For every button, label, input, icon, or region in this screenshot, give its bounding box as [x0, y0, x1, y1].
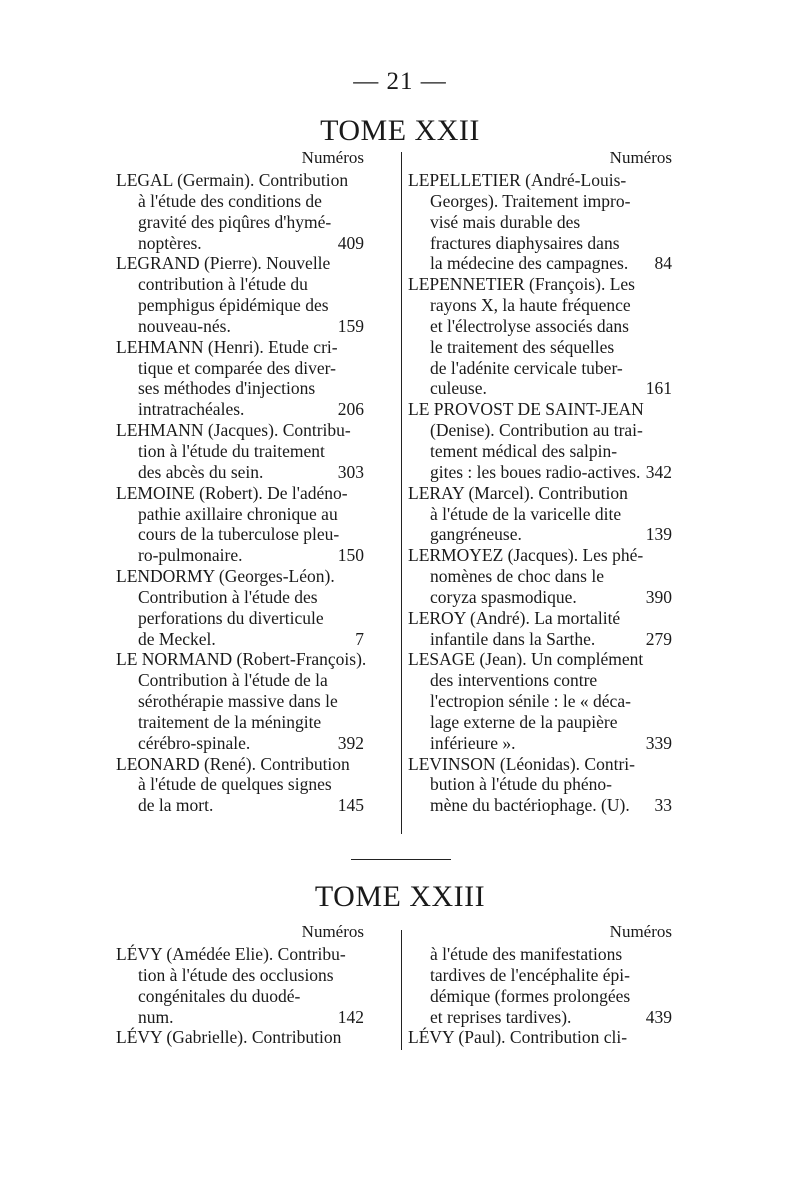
entry-line	[116, 965, 364, 986]
entry-text: LEMOINE (Robert). De l'adéno-	[116, 482, 348, 503]
entry-text: nomènes de choc dans le	[430, 566, 604, 587]
entry-text: (Denise). Contribution au trai-	[430, 420, 643, 441]
entry-text: LE PROVOST DE SAINT-JEAN	[408, 399, 644, 420]
entry-line	[116, 524, 364, 545]
tome-xxiii-title: TOME XXIII	[314, 880, 486, 913]
entry-line	[408, 965, 672, 986]
entry-text: visé mais durable des	[430, 211, 581, 232]
entry-line	[408, 754, 672, 775]
entry-number: 33	[654, 795, 672, 816]
entry-text: LEHMANN (Henri). Etude cri-	[116, 336, 338, 357]
entry-text: pathie axillaire chronique au	[138, 503, 338, 524]
entry-line	[116, 629, 364, 650]
entry-line	[408, 483, 672, 504]
entry-text: gangréneuse.	[430, 524, 522, 545]
page-number: — 21 —	[353, 68, 447, 95]
entry-line	[408, 462, 672, 483]
entry-text: à l'étude de la varicelle dite	[430, 503, 622, 524]
entry-line	[408, 545, 672, 566]
entry-text: pemphigus épidémique des	[138, 295, 329, 316]
entry-line	[116, 795, 364, 816]
entry-number: 279	[645, 628, 672, 649]
entry-text: bution à l'étude du phéno-	[430, 774, 612, 795]
entry-list	[408, 170, 672, 816]
entry-number: 439	[645, 1006, 672, 1027]
entry-line	[116, 358, 364, 379]
index-entry	[408, 170, 672, 274]
entry-text: démique (formes prolongées	[430, 985, 631, 1006]
entry-line	[408, 441, 672, 462]
entry-text: LEHMANN (Jacques). Contribu-	[116, 420, 351, 441]
entry-number: 142	[337, 1006, 364, 1027]
entry-line	[408, 795, 672, 816]
entry-text: fractures diaphysaires dans	[430, 232, 620, 253]
section-separator	[351, 859, 451, 860]
entry-line	[116, 587, 364, 608]
numeros-label: Numéros	[301, 922, 364, 941]
index-entry	[408, 608, 672, 650]
entry-line	[408, 337, 672, 358]
entry-text: ro-pulmonaire.	[138, 545, 243, 566]
index-entry	[408, 399, 672, 482]
index-entry	[408, 483, 672, 546]
entry-line	[116, 670, 364, 691]
entry-text: de l'adénite cervicale tuber-	[430, 357, 623, 378]
entry-line	[408, 170, 672, 191]
entry-text: LEGAL (Germain). Contribution	[116, 170, 349, 190]
tome-xxii-title: TOME XXII	[320, 114, 480, 147]
tome-xxii-right-column	[408, 146, 672, 816]
entry-line	[116, 337, 364, 358]
entry-text: tement médical des salpin-	[430, 440, 618, 461]
entry-line	[408, 316, 672, 337]
entry-text: LEROY (André). La mortalité	[408, 607, 621, 628]
entry-line	[116, 316, 364, 337]
entry-number: 409	[337, 232, 364, 253]
entry-text: contribution à l'étude du	[138, 274, 308, 295]
entry-text: et l'électrolyse associés dans	[430, 315, 629, 336]
tome-xxiii-right-column	[408, 920, 672, 1048]
index-entry	[116, 170, 364, 253]
entry-text: sérothérapie massive dans le	[138, 691, 338, 712]
entry-text: de Meckel.	[138, 628, 216, 649]
entry-line	[116, 274, 364, 295]
entry-list	[116, 170, 367, 816]
entry-number: 342	[645, 461, 672, 482]
entry-line	[408, 504, 672, 525]
column-divider	[401, 152, 402, 834]
index-entry	[408, 944, 672, 1027]
entry-line	[116, 233, 364, 254]
entry-text: traitement de la méningite	[138, 711, 322, 732]
entry-line	[116, 191, 364, 212]
entry-text: congénitales du duodé-	[138, 985, 301, 1006]
entry-line	[116, 566, 364, 587]
entry-number: 392	[337, 732, 364, 753]
entry-number: 84	[654, 253, 672, 274]
entry-text: nouveau-nés.	[138, 315, 231, 336]
entry-number: 206	[337, 399, 364, 420]
entry-text: LENDORMY (Georges-Léon).	[116, 566, 335, 587]
entry-line	[116, 691, 364, 712]
entry-text: LERAY (Marcel). Contribution	[408, 482, 628, 503]
entry-text: inférieure ».	[430, 732, 516, 753]
entry-text: tion à l'étude des occlusions	[138, 964, 334, 985]
entry-line	[408, 629, 672, 650]
index-entry	[116, 944, 364, 1027]
entry-line	[408, 649, 672, 670]
entry-text: LEONARD (René). Contribution	[116, 753, 350, 774]
entry-line	[408, 691, 672, 712]
index-entry	[408, 649, 672, 753]
entry-number: 139	[645, 524, 672, 545]
entry-list	[116, 944, 364, 1048]
entry-text: ses méthodes d'injections	[138, 378, 316, 399]
entry-line	[408, 212, 672, 233]
entry-line	[408, 774, 672, 795]
entry-text: LEGRAND (Pierre). Nouvelle	[116, 253, 331, 274]
entry-text: tique et comparée des diver-	[138, 357, 336, 378]
numeros-label: Numéros	[609, 922, 672, 941]
column-divider	[401, 930, 402, 1050]
entry-line	[116, 378, 364, 399]
entry-text: LÉVY (Gabrielle). Contribution	[116, 1027, 342, 1048]
entry-line	[408, 378, 672, 399]
entry-text: LEPENNETIER (François). Les	[408, 274, 635, 295]
entry-text: infantile dans la Sarthe.	[430, 628, 596, 649]
entry-text: tion à l'étude du traitement	[138, 440, 325, 461]
entry-text: LESAGE (Jean). Un complément	[408, 649, 644, 670]
entry-text: des abcès du sein.	[138, 461, 264, 482]
entry-line	[408, 712, 672, 733]
index-entry	[116, 420, 364, 483]
entry-line	[408, 253, 672, 274]
entry-line	[116, 253, 364, 274]
entry-line	[116, 733, 364, 754]
entry-text: Georges). Traitement impro-	[430, 190, 631, 211]
entry-text: rayons X, la haute fréquence	[430, 295, 631, 316]
entry-line	[116, 754, 364, 775]
entry-text: num.	[138, 1006, 174, 1027]
entry-number: 7	[355, 628, 364, 649]
entry-text: de la mort.	[138, 795, 214, 816]
entry-number: 303	[337, 461, 364, 482]
entry-text: LERMOYEZ (Jacques). Les phé-	[408, 545, 644, 566]
entry-number: 161	[645, 378, 672, 399]
entry-text: gravité des piqûres d'hymé-	[138, 211, 332, 232]
entry-line	[116, 399, 364, 420]
entry-text: et reprises tardives).	[430, 1006, 572, 1027]
entry-text: coryza spasmodique.	[430, 586, 577, 607]
index-entry	[408, 754, 672, 817]
entry-line	[408, 944, 672, 965]
entry-number: 159	[337, 315, 364, 336]
entry-line	[116, 1027, 364, 1048]
entry-text: cours de la tuberculose pleu-	[138, 524, 340, 545]
entry-line	[116, 295, 364, 316]
entry-line	[408, 1007, 672, 1028]
index-entry	[116, 649, 367, 753]
entry-line	[116, 462, 364, 483]
entry-line	[408, 358, 672, 379]
entry-text: intratrachéales.	[138, 399, 245, 420]
entry-line	[408, 524, 672, 545]
index-entry	[408, 545, 672, 608]
entry-text: à l'étude des manifestations	[430, 944, 623, 964]
entry-text: mène du bactériophage. (U).	[430, 795, 630, 816]
tome-xxiii-left-column	[116, 920, 364, 1048]
entry-text: gites : les boues radio-actives.	[430, 461, 641, 482]
entry-text: lage externe de la paupière	[430, 711, 618, 732]
index-entry	[116, 1027, 364, 1048]
entry-text: tardives de l'encéphalite épi-	[430, 964, 630, 985]
entry-line	[408, 566, 672, 587]
entry-number: 339	[645, 732, 672, 753]
entry-line	[116, 774, 364, 795]
index-entry	[116, 566, 364, 649]
entry-line	[408, 587, 672, 608]
entry-line	[116, 986, 364, 1007]
numeros-label: Numéros	[301, 148, 364, 167]
index-entry	[116, 754, 364, 817]
entry-text: LÉVY (Amédée Elie). Contribu-	[116, 944, 346, 964]
entry-line	[408, 1027, 672, 1048]
entry-text: LEVINSON (Léonidas). Contri-	[408, 753, 635, 774]
entry-number: 150	[337, 545, 364, 566]
entry-text: LE NORMAND (Robert-François).	[116, 649, 367, 670]
entry-text: l'ectropion sénile : le « déca-	[430, 691, 631, 712]
entry-line	[408, 420, 672, 441]
entry-line	[116, 212, 364, 233]
entry-line	[408, 733, 672, 754]
entry-text: le traitement des séquelles	[430, 336, 615, 357]
entry-text: LÉVY (Paul). Contribution cli-	[408, 1027, 628, 1048]
entry-line	[116, 170, 364, 191]
entry-line	[116, 944, 364, 965]
index-entry	[116, 253, 364, 336]
entry-line	[408, 295, 672, 316]
index-entry	[408, 1027, 672, 1048]
entry-line	[408, 399, 672, 420]
entry-number: 145	[337, 795, 364, 816]
entry-text: des interventions contre	[430, 670, 598, 691]
entry-line	[408, 233, 672, 254]
entry-line	[408, 608, 672, 629]
entry-text: la médecine des campagnes.	[430, 253, 629, 274]
entry-line	[116, 483, 364, 504]
entry-text: culeuse.	[430, 378, 487, 399]
index-entry	[116, 337, 364, 420]
entry-text: LEPELLETIER (André-Louis-	[408, 170, 627, 190]
entry-line	[116, 1007, 364, 1028]
index-entry	[408, 274, 672, 399]
entry-line	[116, 420, 364, 441]
entry-line	[116, 545, 364, 566]
numeros-label: Numéros	[609, 148, 672, 167]
entry-line	[116, 649, 367, 670]
entry-line	[116, 608, 364, 629]
entry-list	[408, 944, 672, 1048]
entry-line	[116, 504, 364, 525]
tome-xxii-left-column	[116, 146, 367, 816]
entry-text: à l'étude de quelques signes	[138, 774, 332, 795]
entry-line	[116, 441, 364, 462]
entry-text: noptères.	[138, 232, 202, 253]
entry-line	[408, 986, 672, 1007]
entry-line	[116, 712, 364, 733]
entry-line	[408, 191, 672, 212]
entry-line	[408, 670, 672, 691]
entry-text: Contribution à l'étude de la	[138, 670, 328, 691]
entry-text: à l'étude des conditions de	[138, 190, 322, 211]
entry-number: 390	[645, 586, 672, 607]
index-entry	[116, 483, 364, 566]
entry-text: perforations du diverticule	[138, 607, 324, 628]
entry-line	[408, 274, 672, 295]
entry-text: Contribution à l'étude des	[138, 586, 318, 607]
entry-text: cérébro-spinale.	[138, 732, 251, 753]
